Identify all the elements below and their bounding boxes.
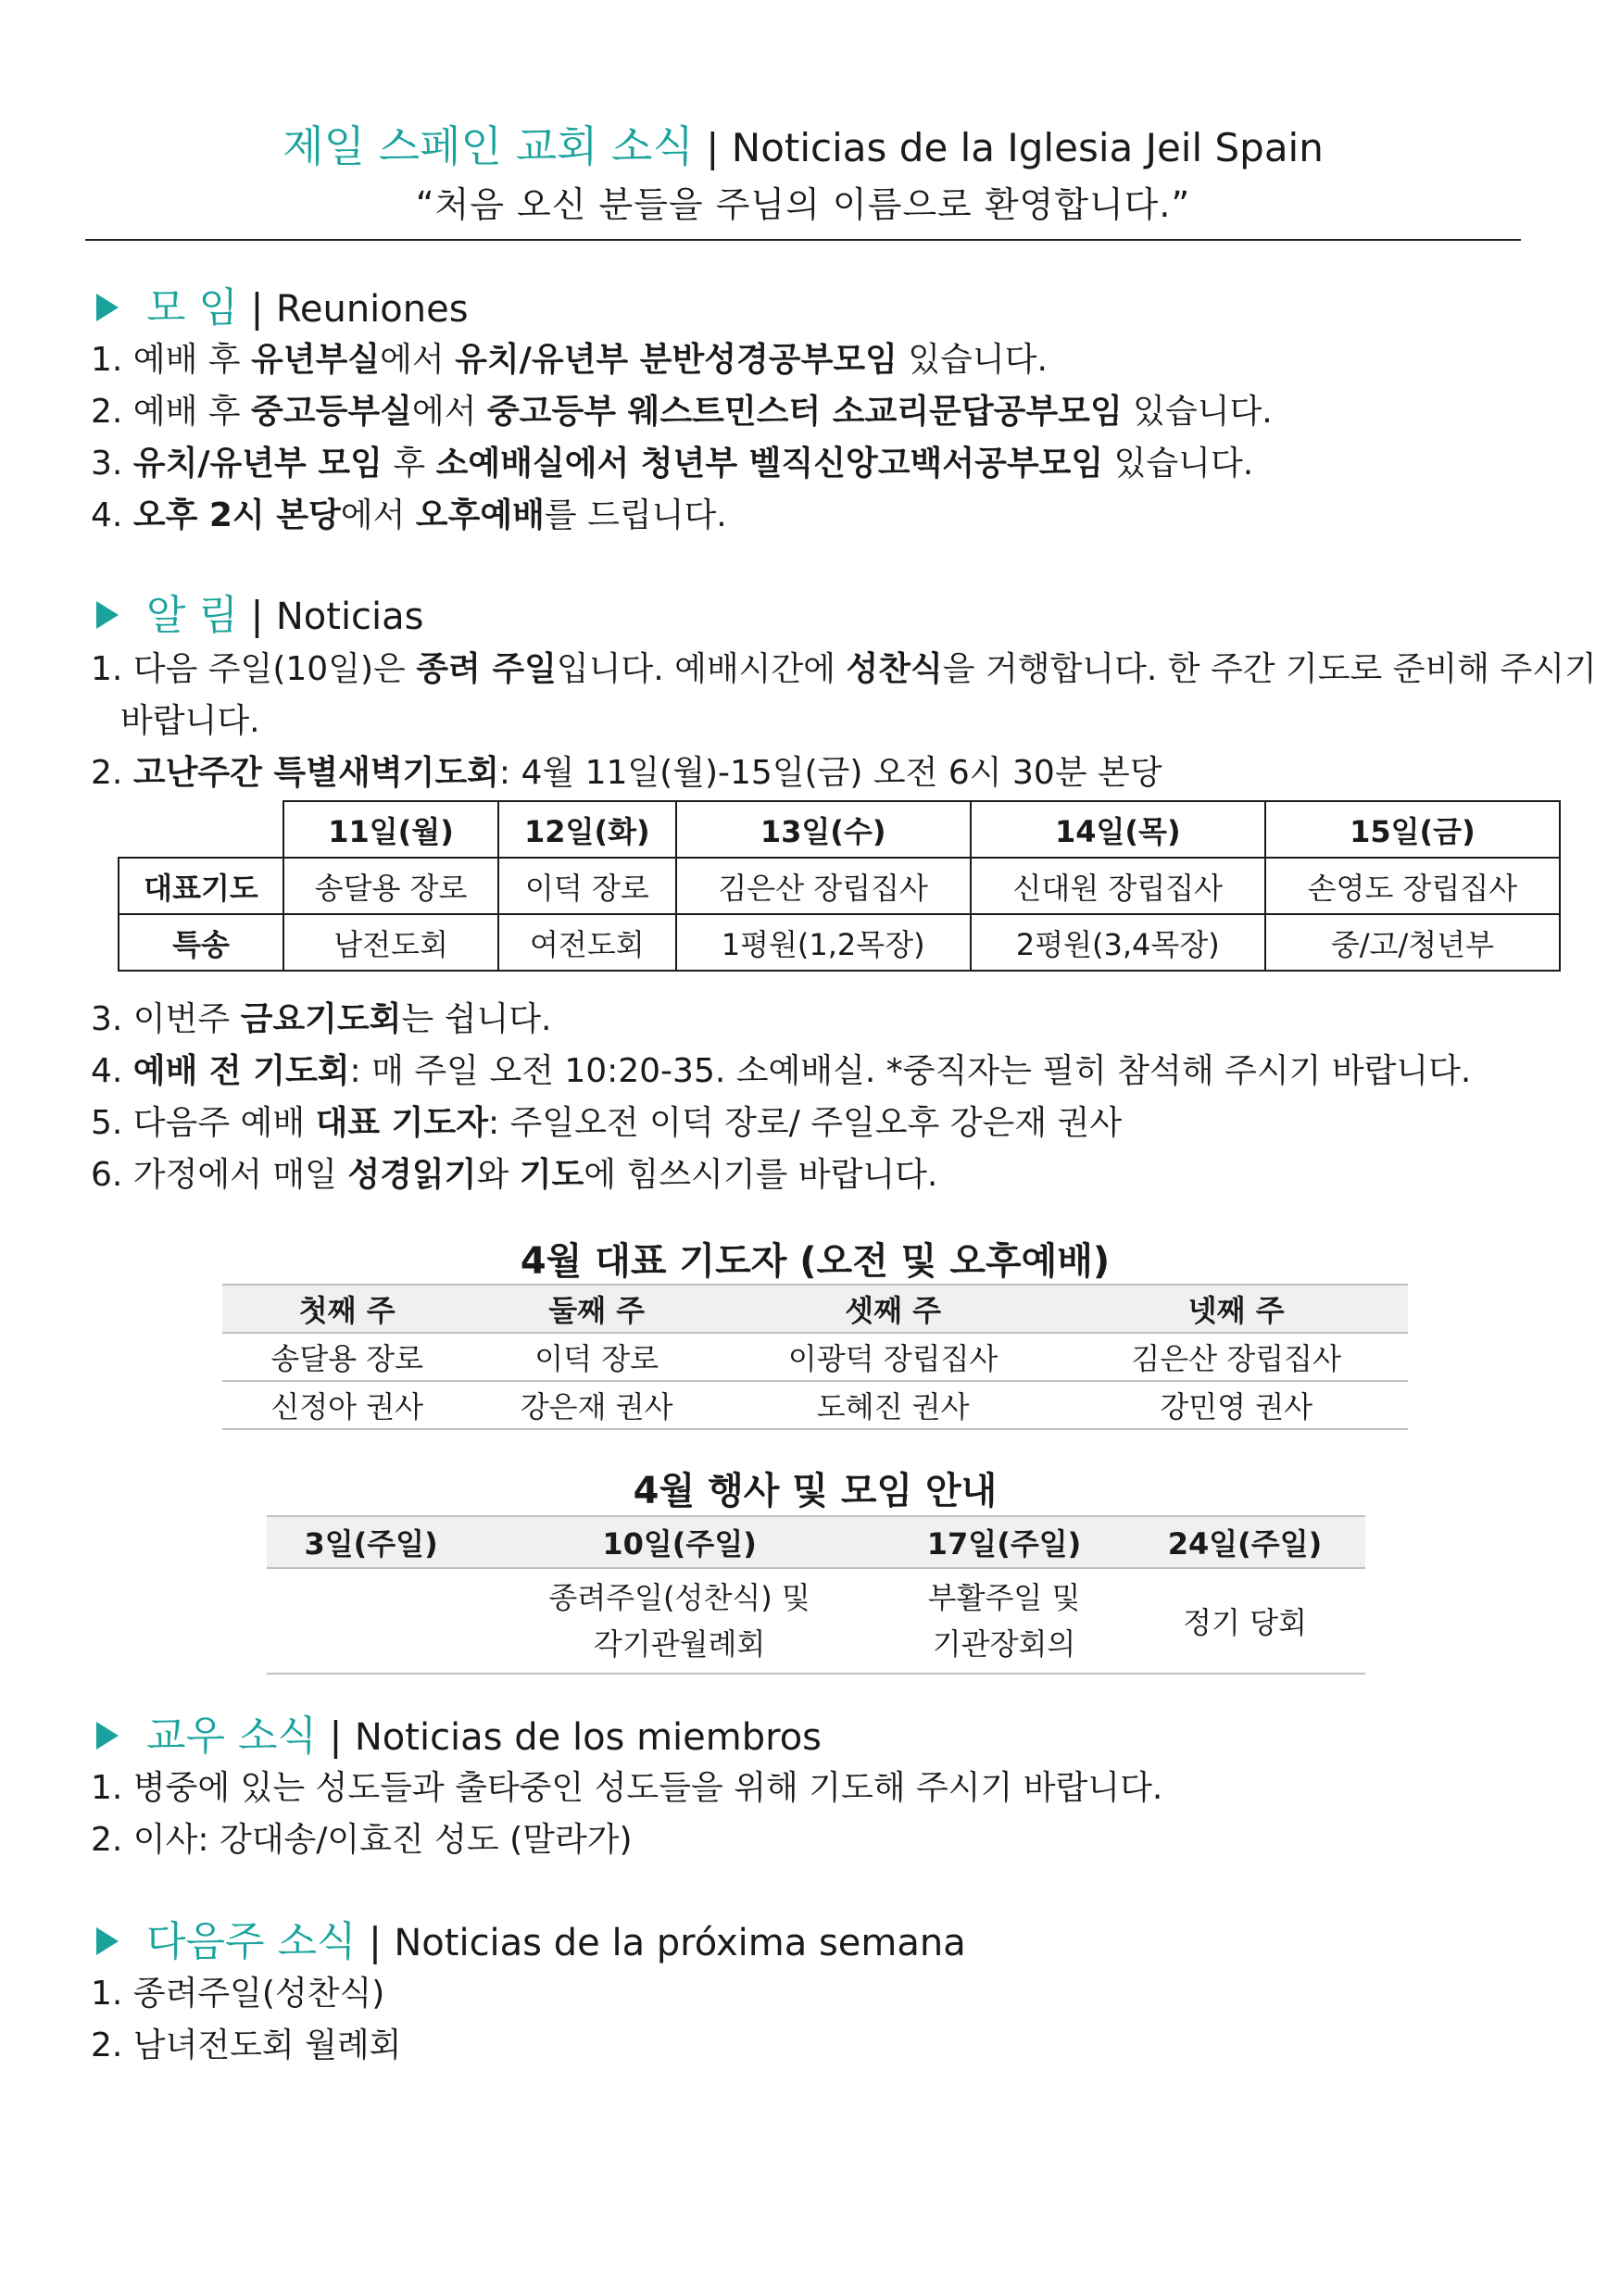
table-row (119, 914, 1560, 971)
table-cell: 중/고/청년부 (1265, 914, 1560, 971)
table-header-cell: 10일(주일) (475, 1516, 884, 1568)
line-text: 4. (91, 1052, 133, 1090)
line-text: 1. 예배 후 (91, 341, 252, 379)
prayer-table-caption: 4월 대표 기도자 (오전 및 오후예배) (520, 1240, 1111, 1283)
table-row (222, 1381, 1408, 1429)
members-item: 2. 이사: 강대송/이효진 성도 (말라가) (91, 1821, 633, 1859)
table-cell: 이광덕 장립집사 (722, 1333, 1065, 1381)
line-text: 3. 이번주 (91, 1000, 241, 1038)
line-text: 을 거행합니다. 한 주간 기도로 준비해 주시기 (942, 650, 1597, 688)
line-text: : 4월 11일(월)-15일(금) 오전 6시 30분 본당 (498, 754, 1162, 792)
line-text: 를 드립니다. (544, 496, 727, 534)
members-item: 1. 병중에 있는 성도들과 출타중인 성도들을 위해 기도해 주시기 바랍니다. (91, 1769, 1163, 1807)
section-title-separator: | (238, 285, 276, 331)
line-text: : 주일오전 이덕 장로/ 주일오후 강은재 권사 (487, 1104, 1123, 1142)
section-title-spanish: Noticias de los miembros (354, 1716, 823, 1759)
emphasis-text: 대표 기도자 (315, 1104, 488, 1142)
cell-line: 종려주일(성찬식) 및 (548, 1580, 810, 1615)
emphasis-text: 고난주간 특별새벽기도회 (132, 754, 499, 792)
news-item (91, 1045, 1471, 1092)
meeting-item (91, 437, 1253, 484)
line-text: 입니다. 예배시간에 (556, 650, 847, 688)
section-heading-next-week (96, 1908, 966, 1967)
table-cell: 신대원 장립집사 (971, 858, 1265, 914)
table-row (119, 858, 1560, 914)
table-row (267, 1568, 1365, 1674)
line-text: 후 (382, 445, 436, 483)
table-cell: 손영도 장립집사 (1265, 858, 1560, 914)
table-header-cell: 3일(주일) (267, 1516, 475, 1568)
line-text: 3. (91, 445, 133, 483)
events-table (267, 1515, 1365, 1675)
line-text: 2. 예배 후 (91, 393, 252, 431)
cell-line: 기관장회의 (932, 1626, 1076, 1662)
cell-line: 정기 당회 (1183, 1605, 1307, 1640)
cell-line: 부활주일 및 (927, 1580, 1081, 1615)
section-heading-meetings (96, 274, 469, 333)
table-header-row (267, 1516, 1365, 1568)
table-cell: 신정아 권사 (222, 1381, 471, 1429)
table-cell (884, 1568, 1124, 1674)
section-title-separator: | (356, 1919, 395, 1964)
triangle-right-icon (96, 294, 119, 321)
line-text: 있습니다. (1122, 393, 1273, 431)
section-heading-news (96, 582, 424, 641)
title-korean: 제일 스페인 교회 소식 (283, 121, 694, 171)
page-subtitle: “처음 오신 분들을 주님의 이름으로 환영합니다.” (415, 184, 1191, 225)
cell-line: 각기관월례회 (593, 1626, 766, 1662)
emphasis-text: 유치/유년부 모임 (132, 445, 383, 483)
emphasis-text: 금요기도회 (240, 1000, 402, 1038)
line-text: 6. 가정에서 매일 (91, 1156, 348, 1194)
line-text: 5. 다음주 예배 (91, 1104, 316, 1142)
emphasis-text: 종려 주일 (416, 650, 557, 688)
table-cell: 송달용 장로 (283, 858, 498, 914)
table-header-cell: 14일(목) (971, 801, 1265, 858)
section-title-korean: 교우 소식 (146, 1713, 318, 1760)
emphasis-text: 소예배실에서 청년부 벨직신앙고백서공부모임 (435, 445, 1104, 483)
emphasis-text: 유치/유년부 분반성경공부모임 (455, 341, 898, 379)
table-row (222, 1333, 1408, 1381)
table-cell: 이덕 장로 (471, 1333, 721, 1381)
table-cell: 이덕 장로 (498, 858, 676, 914)
section-title-spanish: Noticias de la próxima semana (394, 1922, 966, 1964)
title-spanish: Noticias de la Iglesia Jeil Spain (731, 125, 1324, 170)
emphasis-text: 중고등부실 (251, 393, 412, 431)
news-item (91, 1148, 937, 1196)
line-text: 에서 (380, 341, 456, 379)
triangle-right-icon (96, 601, 119, 629)
emphasis-text: 오후예배 (415, 496, 545, 534)
line-text: 에서 (340, 496, 416, 534)
table-cell: 강은재 권사 (471, 1381, 721, 1429)
section-title-korean: 다음주 소식 (146, 1918, 357, 1965)
news-item (91, 1097, 1122, 1144)
table-cell (475, 1568, 884, 1674)
table-header-cell: 17일(주일) (884, 1516, 1124, 1568)
news-item (91, 643, 1597, 690)
section-title-korean: 모 임 (146, 284, 238, 332)
table-cell (1124, 1568, 1365, 1674)
table-header-cell: 15일(금) (1265, 801, 1560, 858)
table-header-cell: 넷째 주 (1064, 1285, 1408, 1333)
meeting-item (91, 489, 727, 536)
news-item (91, 747, 1162, 794)
line-text: 는 쉽니다. (401, 1000, 552, 1038)
table-cell: 송달용 장로 (222, 1333, 471, 1381)
table-header-cell: 둘째 주 (471, 1285, 721, 1333)
section-title-separator: | (238, 593, 276, 638)
table-header-cell: 셋째 주 (722, 1285, 1065, 1333)
table-row-header: 대표기도 (119, 858, 283, 914)
table-cell: 남전도회 (283, 914, 498, 971)
line-text: 에 힘쓰시기를 바랍니다. (584, 1156, 938, 1194)
news-item (91, 993, 551, 1040)
section-title-spanish: Noticias (275, 596, 424, 638)
meeting-item (91, 385, 1273, 433)
table-cell (267, 1568, 475, 1674)
table-row-header: 특송 (119, 914, 283, 971)
table-cell: 여전도회 (498, 914, 676, 971)
table-header-cell: 24일(주일) (1124, 1516, 1365, 1568)
next-week-item: 1. 종려주일(성찬식) (91, 1975, 385, 2013)
table-header-cell: 첫째 주 (222, 1285, 471, 1333)
emphasis-text: 성찬식 (846, 650, 943, 688)
table-cell: 도혜진 권사 (722, 1381, 1065, 1429)
header-divider (85, 239, 1521, 241)
table-cell: 김은산 장립집사 (1064, 1333, 1408, 1381)
line-text: : 매 주일 오전 10:20-35. 소예배실. *중직자는 필히 참석해 주시기 바랍니다. (349, 1052, 1472, 1090)
title-separator: | (693, 125, 732, 170)
line-text: 4. (91, 496, 133, 534)
meeting-item (91, 333, 1048, 381)
prayer-leaders-table (222, 1284, 1408, 1430)
news-item-continuation: 바랍니다. (120, 702, 260, 740)
line-text: 2. (91, 754, 133, 792)
dawn-prayer-table (118, 800, 1561, 972)
table-header-cell: 12일(화) (498, 801, 676, 858)
table-header-cell: 13일(수) (676, 801, 971, 858)
line-text: 와 (476, 1156, 520, 1194)
table-header-row (222, 1285, 1408, 1333)
table-header-row (119, 801, 1560, 858)
table-cell: 1평원(1,2목장) (676, 914, 971, 971)
emphasis-text: 오후 2시 본당 (132, 496, 341, 534)
emphasis-text: 예배 전 기도회 (132, 1052, 350, 1090)
table-corner-cell (119, 801, 283, 858)
next-week-item: 2. 남녀전도회 월례회 (91, 2026, 402, 2064)
events-table-caption: 4월 행사 및 모임 안내 (633, 1470, 998, 1512)
line-text: 있습니다. (1103, 445, 1254, 483)
table-cell: 강민영 권사 (1064, 1381, 1408, 1429)
triangle-right-icon (96, 1722, 119, 1750)
section-title-korean: 알 림 (146, 592, 238, 639)
emphasis-text: 중고등부 웨스트민스터 소교리문답공부모임 (486, 393, 1123, 431)
emphasis-text: 기도 (519, 1156, 584, 1194)
line-text: 1. 다음 주일(10일)은 (91, 650, 417, 688)
table-cell: 2평원(3,4목장) (971, 914, 1265, 971)
triangle-right-icon (96, 1927, 119, 1955)
section-title-spanish: Reuniones (275, 288, 469, 331)
table-cell: 김은산 장립집사 (676, 858, 971, 914)
emphasis-text: 유년부실 (251, 341, 381, 379)
section-heading-members (96, 1702, 822, 1762)
emphasis-text: 성경읽기 (347, 1156, 477, 1194)
section-title-separator: | (317, 1713, 355, 1759)
line-text: 에서 (411, 393, 487, 431)
page-title (85, 113, 1521, 174)
line-text: 있습니다. (897, 341, 1048, 379)
table-header-cell: 11일(월) (283, 801, 498, 858)
